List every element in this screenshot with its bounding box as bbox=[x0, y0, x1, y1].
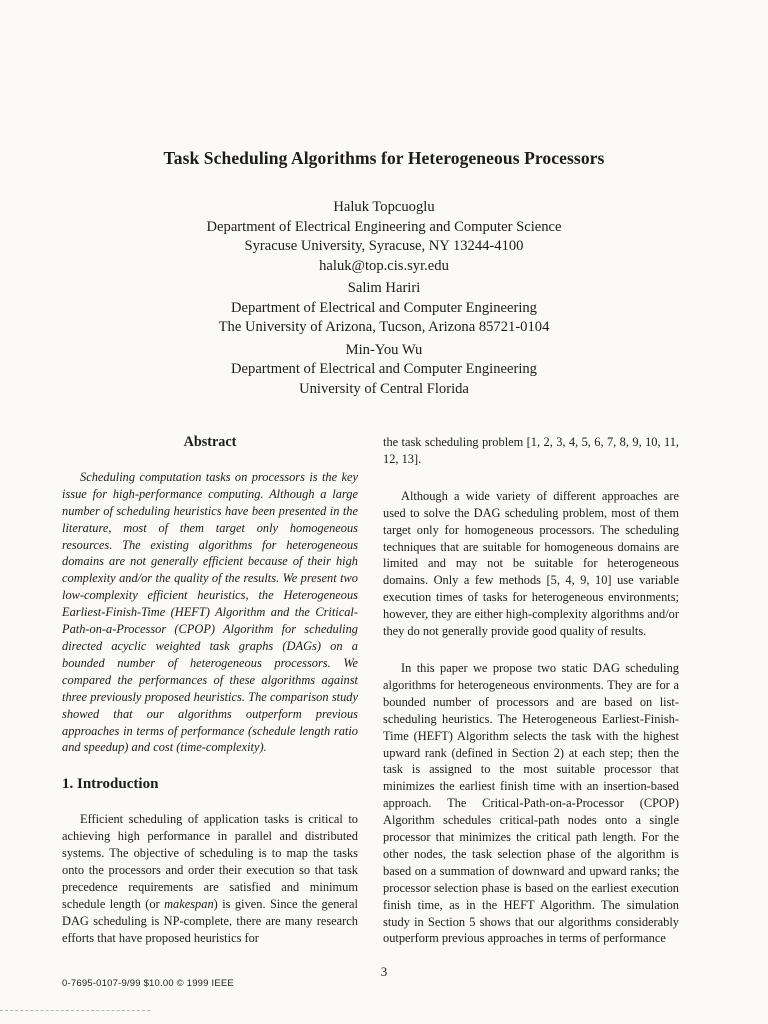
author-email: haluk@top.cis.syr.edu bbox=[319, 257, 449, 274]
author-affiliation-line: Syracuse University, Syracuse, NY 13244-4100 bbox=[244, 238, 524, 254]
paragraph-text: Efficient scheduling of application tasks is critical to achieving high performance in parallel and distributed systems. The objective of scheduling is to map the tasks onto the processors and order their execution so that task precedence requirements are satisfied and minimum schedule length (or bbox=[62, 812, 358, 911]
abstract-heading: Abstract bbox=[183, 434, 237, 450]
author-affiliation-line: Department of Electrical and Computer Engineering bbox=[231, 299, 537, 316]
author-affiliation-line: University of Central Florida bbox=[299, 380, 469, 397]
page-number: 3 bbox=[380, 964, 388, 979]
author-list bbox=[0, 198, 754, 399]
author-affiliation-line: Department of Electrical and Computer Engineering bbox=[231, 361, 537, 377]
author-affiliation-line: The University of Arizona, Tucson, Arizona 85721-0104 bbox=[218, 319, 550, 335]
footer-divider bbox=[0, 1010, 150, 1011]
author-block-hariri bbox=[14, 279, 754, 338]
author-name: Haluk Topcuoglu bbox=[333, 199, 435, 215]
makespan-term: makespan bbox=[164, 896, 214, 911]
author-block-topcuoglu bbox=[14, 198, 754, 276]
left-column bbox=[62, 434, 358, 946]
author-affiliation-line: Department of Electrical Engineering and Computer Science bbox=[206, 218, 562, 235]
author-name: Salim Hariri bbox=[347, 280, 421, 296]
introduction-paragraph-2: Although a wide variety of different approaches are used to solve the DAG scheduling problem, most of them target only for homogeneous processors. The scheduling techniques that are suitable for homogeneous domains are limited and may not be suitable for heterogeneous domains. Only a few methods [5, 4, 9, 10] use variable execution times of tasks for heterogeneous environments; however, they are either high-complexity algorithms and/or they do not generally provide good quality of results. bbox=[383, 488, 679, 639]
copyright-notice: 0-7695-0107-9/99 $10.00 © 1999 IEEE bbox=[62, 978, 234, 989]
introduction-heading: 1. Introduction bbox=[62, 776, 159, 793]
introduction-paragraph-3: In this paper we propose two static DAG scheduling algorithms for heterogeneous environments. They are for a bounded number of processors and are based on list-scheduling heuristics. The Heterogeneous Earliest-Finish-Time (HEFT) Algorithm selects the task with the highest upward rank (defined in Section 2) at each step; then the task is assigned to the most suitable processor that minimizes the earliest finish time with an insertion-based approach. The Critical-Path-on-a-Processor (CPOP) Algorithm schedules critical-path nodes onto a single processor that minimizes the critical path length. For the other nodes, the task selection phase of the algorithm is based on a summation of downward and upward ranks; the processor selection phase is based on the earliest execution finish time, as in the HEFT Algorithm. The simulation study in Section 5 shows that our algorithms considerably outperform previous approaches in terms of performance bbox=[383, 660, 679, 946]
introduction-paragraph-1-continued: the task scheduling problem [1, 2, 3, 4, 5, 6, 7, 8, 9, 10, 11, 12, 13]. bbox=[383, 435, 679, 466]
author-name: Min-You Wu bbox=[345, 341, 423, 358]
right-column bbox=[383, 434, 679, 947]
abstract-text: Scheduling computation tasks on processors is the key issue for high-performance computing. Although a large number of scheduling heuristics have been presented in the literature, most of them target only homogeneous resources. The existing algorithms for heterogeneous domains are not generally efficient because of their high complexity and/or the quality of the results. We present two low-complexity efficient heuristics, the Heterogeneous Earliest-Finish-Time (HEFT) Algorithm and the Critical-Path-on-a-Processor (CPOP) Algorithm for scheduling directed acyclic weighted task graphs (DAGs) on a bounded number of heterogeneous processors. We compared the performances of these algorithms against three previously proposed heuristics. The comparison study showed that our algorithms outperform previous approaches in terms of performance (schedule length ratio and speedup) and cost (time-complexity). bbox=[62, 469, 358, 755]
paper-title: Task Scheduling Algorithms for Heterogeneous Processors bbox=[163, 148, 605, 168]
paragraph-text: ) is given. Since the general DAG scheduling is NP-complete, there are many research efforts that have proposed heuristics for bbox=[62, 896, 358, 945]
author-block-wu bbox=[14, 341, 754, 400]
introduction-paragraph-1 bbox=[62, 811, 358, 946]
